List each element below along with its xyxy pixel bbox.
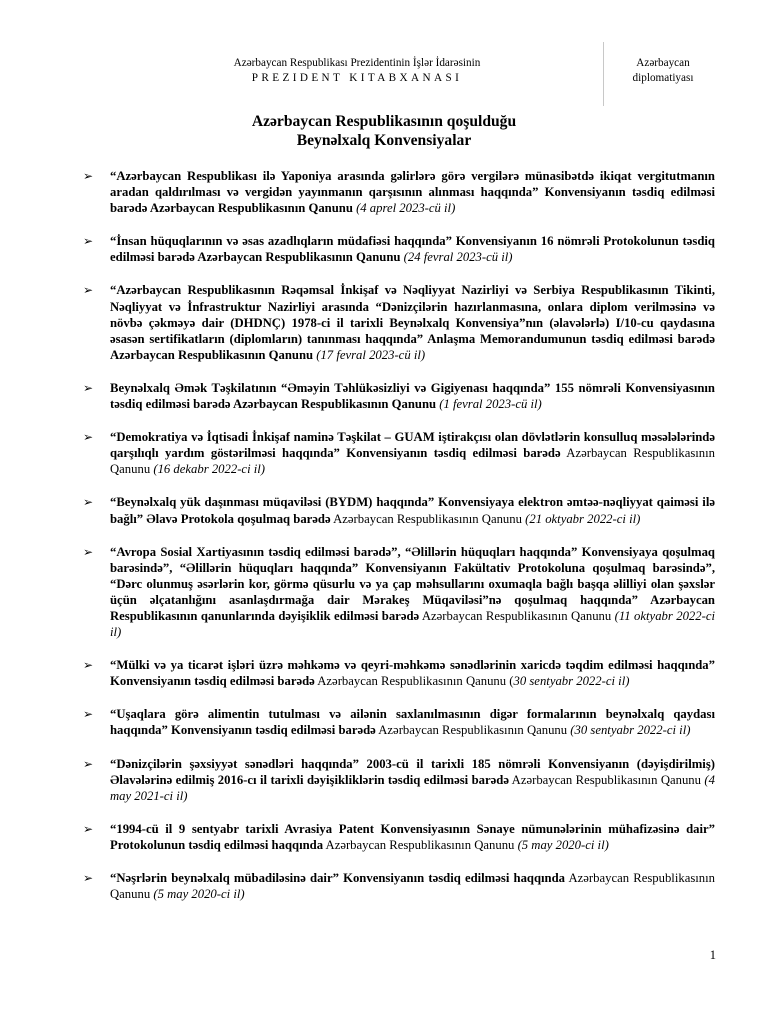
item-date: 30 sentyabr 2022-ci il) xyxy=(513,674,630,689)
arrow-bullet-icon: ➢ xyxy=(83,756,94,771)
item-bold-text: “1994-cü il 9 sentyabr tarixli Avrasiya Patent Konvensiyasının Sənaye nümunələrinin mühafizəsinə dair” Protokolunun təsdiq edilməsi haqqında xyxy=(110,821,715,852)
item-bold-text: “Azərbaycan Respublikasının Rəqəmsal İnkişaf və Nəqliyyat Nazirliyi və Serbiya Respublikasının Tikinti, Nəqliyyat və İnfrastruktur Nazirliyi arasında “Dənizçilərin hazırlanmasına, onlara diplom verilməsinə və növbə çəkməyə dair (DHDNÇ) 1978-ci il tarixli Beynəlxalq Konvensiya”nın (əlavələrlə) I/10-cu qaydasına əsasən sertifikatların (diplomların) tanınması haqqında” Anlaşma Memorandumunun təsdiq edilməsi barədə Azərbaycan Respublikasının Qanunu xyxy=(110,283,715,362)
item-date: (24 fevral 2023-cü il) xyxy=(400,250,513,265)
item-plain-text: Azərbaycan Respublikasının Qanunu xyxy=(508,772,701,787)
list-item xyxy=(83,380,715,412)
list-item xyxy=(83,706,715,738)
list-item xyxy=(83,282,715,362)
arrow-bullet-icon: ➢ xyxy=(83,707,94,722)
item-bold-text: “Mülki və ya ticarət işləri üzrə məhkəmə və qeyri-məhkəmə sənədlərinin xaricdə təqdim edilməsi haqqında” Konvensiyanın təsdiq edilməsi barədə xyxy=(110,658,715,689)
item-bold-text: “Demokratiya və İqtisadi İnkişaf naminə Təşkilat – GUAM iştirakçısı olan dövlətlərin konsulluq məsələlərində qarşılıqlı yardım göstərilməsi haqqında” Konvensiyanın təsdiq edilməsi barədə xyxy=(110,430,715,461)
header-right-block xyxy=(608,56,718,86)
list-item xyxy=(83,870,715,902)
item-bold-text: “Dənizçilərin şəxsiyyət sənədləri haqqında” 2003-cü il tarixli 185 nömrəli Konvensiyanın (dəyişdirilmiş) Əlavələrinə edilmiş 2016-cı il tarixli dəyişikliklərin təsdiq edilməsi barədə xyxy=(110,756,715,787)
item-bold-text: Beynəlxalq Əmək Təşkilatının “Əməyin Təhlükəsizliyi və Gigiyenası haqqında” 155 nömrəli Konvensiyasının təsdiq edilməsi barədə Azərbaycan Respublikasının Qanunu xyxy=(110,380,715,412)
item-date: (4 may 2021-ci il) xyxy=(110,772,715,803)
document-title xyxy=(0,112,768,150)
page-number: 1 xyxy=(709,948,716,962)
list-item xyxy=(83,821,715,853)
arrow-bullet-icon: ➢ xyxy=(83,544,94,559)
list-item xyxy=(83,429,715,477)
arrow-bullet-icon: ➢ xyxy=(83,495,94,510)
item-plain-text: Azərbaycan Respublikasının Qanunu xyxy=(110,446,715,477)
arrow-bullet-icon: ➢ xyxy=(83,430,94,445)
header-left-block xyxy=(112,56,602,86)
item-date: (16 dekabr 2022-ci il) xyxy=(150,462,266,477)
item-bold-text: “İnsan hüquqlarının və əsas azadlıqların müdafiəsi haqqında” Konvensiyanın 16 nömrəli Protokolunun təsdiq edilməsi barədə Azərbaycan Respublikasının Qanunu xyxy=(110,234,715,265)
item-date: (4 aprel 2023-cü il) xyxy=(352,201,456,216)
item-date: (17 fevral 2023-cü il) xyxy=(313,347,426,362)
item-date: (11 oktyabr 2022-ci il) xyxy=(110,608,715,640)
item-plain-text: Azərbaycan Respublikasının Qanunu xyxy=(419,608,612,623)
arrow-bullet-icon: ➢ xyxy=(83,871,94,885)
arrow-bullet-icon: ➢ xyxy=(83,821,94,836)
item-date: (1 fevral 2023-cü il) xyxy=(436,397,542,412)
arrow-bullet-icon: ➢ xyxy=(83,283,94,298)
item-date: (5 may 2020-ci il) xyxy=(514,837,609,852)
title-line2: Beynəlxalq Konvensiyalar xyxy=(296,132,472,149)
arrow-bullet-icon: ➢ xyxy=(83,234,94,249)
header-library-line: PREZIDENT KITABXANASI xyxy=(251,72,463,84)
item-date: (21 oktyabr 2022-ci il) xyxy=(521,511,641,526)
item-plain-text: Azərbaycan Respublikasının Qanunu xyxy=(323,837,515,852)
list-item xyxy=(83,544,715,641)
item-plain-text: Azərbaycan Respublikasının Qanunu xyxy=(330,511,522,526)
item-bold-text: “Nəşrlərin beynəlxalq mübadiləsinə dair” Konvensiyanın təsdiq edilməsi haqqında xyxy=(110,871,566,885)
list-item xyxy=(83,233,715,265)
list-item xyxy=(83,657,715,689)
item-date: (5 may 2020-ci il) xyxy=(150,887,245,902)
item-bold-text: “Azərbaycan Respublikası ilə Yaponiya arasında gəlirlərə görə vergilərə münasibətdə ikiqat vergitutmanın aradan qaldırılması və vergidən yayınmanın qarşısının alınması haqqında” Konvensiyanın təsdiq edilməsi barədə Azərbaycan Respublikasının Qanunu xyxy=(110,169,715,216)
title-line1: Azərbaycan Respublikasının qoşulduğu xyxy=(251,113,517,130)
list-item xyxy=(83,494,715,526)
header-right-line1: Azərbaycan xyxy=(636,57,690,69)
item-bold-text: “Beynəlxalq yük daşınması müqaviləsi (BYDM) haqqında” Konvensiyaya elektron əmtəə-nəqliyyat qaiməsi ilə bağlı” Əlavə Protokola qoşulmaq barədə xyxy=(110,495,715,526)
list-item xyxy=(83,756,715,804)
item-bold-text: “Uşaqlara görə alimentin tutulması və ailənin saxlanılmasının digər formalarının beynəlxalq qaydası haqqında” Konvensiyanın təsdiq edilməsi barədə xyxy=(110,707,715,738)
item-date: (30 sentyabr 2022-ci il) xyxy=(567,723,691,738)
arrow-bullet-icon: ➢ xyxy=(83,169,94,183)
header-org-line: Azərbaycan Respublikası Prezidentinin İşlər İdarəsinin xyxy=(233,57,481,69)
item-plain-text: Azərbaycan Respublikasının Qanunu xyxy=(375,723,568,738)
item-plain-text: Azərbaycan Respublikasının Qanunu ( xyxy=(314,674,514,689)
page-header xyxy=(112,40,718,106)
item-plain-text: Azərbaycan Respublikasının Qanunu xyxy=(110,871,715,902)
header-right-line2: diplomatiyası xyxy=(632,72,694,84)
item-bold-text: “Avropa Sosial Xartiyasının təsdiq edilməsi barədə”, “Əlillərin hüquqları haqqında” Konvensiyaya qoşulmaq barəsində”, “Əlillərin hüquqları haqqında” Konvensiyanın Fakültativ Protokoluna qoşulmaq barəsində”, “Dərc olunmuş əsərlərin kor, görmə qüsurlu və ya çap məhsullarını oxumaqla bağlı başqa əlilliyi olan şəxslər üçün əlçatanlığını asanlaşdırmağa dair Mərakeş Müqaviləsi”nə qoşulmaq haqqında” Azərbaycan Respublikasının qanunlarında dəyişiklik edilməsi barədə xyxy=(110,544,715,623)
arrow-bullet-icon: ➢ xyxy=(83,658,94,673)
arrow-bullet-icon: ➢ xyxy=(83,380,94,395)
header-divider xyxy=(603,42,604,106)
convention-list xyxy=(83,168,715,919)
list-item xyxy=(83,168,715,216)
